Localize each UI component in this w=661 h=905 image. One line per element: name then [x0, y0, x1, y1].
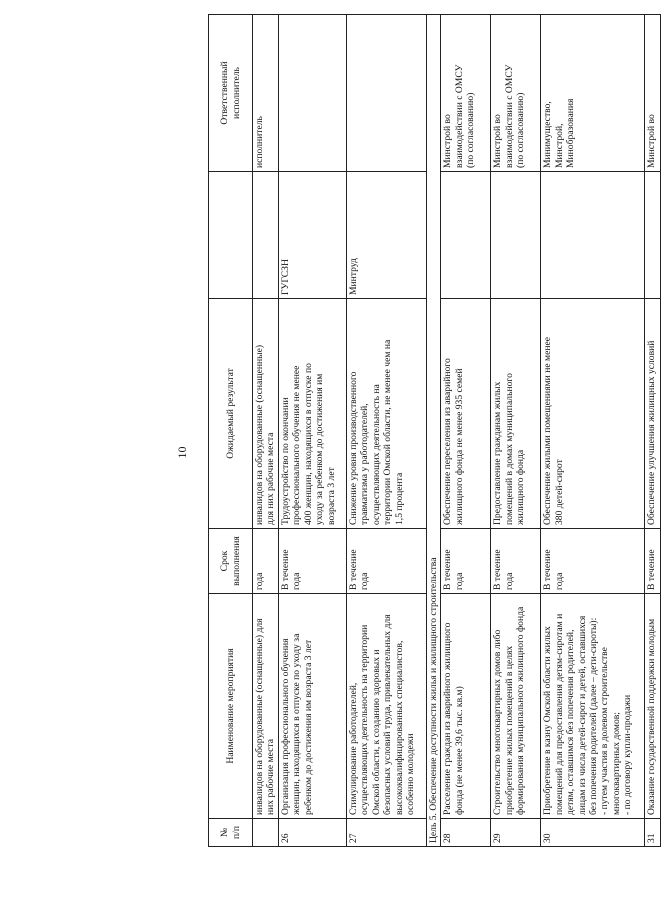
row-executor: [441, 172, 491, 299]
row-name: Стимулирование работодателей, осуществляющих деятельность на территории Омской области, к созданию здоровых и безопасных условий труда, привлекательных для высококвалифицированных специалистов, особенно молодежи: [347, 594, 427, 819]
row-num: 26: [279, 819, 347, 847]
measures-table: [208, 14, 661, 847]
row-extra: исполнитель: [253, 15, 279, 172]
row-num: 28: [441, 819, 491, 847]
row-result: Трудоустройство по окончании профессионального обучения не менее 400 женщин, находящихся в отпуске по уходу за ребенком до достижения им возраста 3 лет: [279, 299, 347, 529]
row-num: 29: [491, 819, 541, 847]
table-header-row: [209, 15, 253, 847]
row-result: Обеспечение жилыми помещениями не менее 380 детей-сирот: [541, 299, 645, 529]
row-num: 30: [541, 819, 645, 847]
row-extra: Минстрой во взаимодействии с ОМСУ (по согласованию): [441, 15, 491, 172]
header-result: Ожидаемый результат: [209, 299, 253, 529]
row-term: В течение года: [279, 529, 347, 594]
row-extra: Минстрой во взаимодействии с ОМСУ (по согласованию): [491, 15, 541, 172]
row-result: Снижение уровня производственного травматизма у работодателей, осуществляющих деятельность на территории Омской области, не менее чем на 1,5 процента: [347, 299, 427, 529]
table-row: [253, 15, 279, 847]
header-name: Наименование мероприятия: [209, 594, 253, 819]
header-num: № п/п: [209, 819, 253, 847]
table-row: [279, 15, 347, 847]
row-extra: [279, 15, 347, 172]
row-name: Организация профессионального обучения женщин, находящихся в отпуске по уходу за ребенком до достижения им возраста 3 лет: [279, 594, 347, 819]
row-term: В течение года: [347, 529, 427, 594]
row-name: Приобретение в казну Омской области жилых помещений для предоставления детям-сиротам и детям, оставшимся без попечения родителей, лицам из числа детей-сирот и детей, оставшихся без попечения родителей (далее – дети-сироты): - путем участия в долевом строительстве многоквартирных домов; - по договору купли-продажи: [541, 594, 645, 819]
row-name: Расселение граждан из аварийного жилищного фонда (не менее 39,6 тыс. кв.м): [441, 594, 491, 819]
page-number: 10: [175, 446, 189, 459]
header-empty: [209, 172, 253, 299]
row-extra: Минимущество, Минстрой, Минобразования: [541, 15, 645, 172]
row-name: Оказание государственной поддержки молодым: [645, 594, 661, 819]
row-num: 27: [347, 819, 427, 847]
row-term: года: [253, 529, 279, 594]
table-row: [347, 15, 427, 847]
row-term: В течение года: [441, 529, 491, 594]
row-term: В течение года: [541, 529, 645, 594]
row-executor: Минтруд: [347, 172, 427, 299]
row-name: инвалидов на оборудованные (оснащенные) для них рабочие места: [253, 594, 279, 819]
table-row: [541, 15, 645, 847]
row-num: 31: [645, 819, 661, 847]
row-term: В течение года: [491, 529, 541, 594]
row-executor: [541, 172, 645, 299]
row-result: Обеспечение улучшения жилищных условий: [645, 299, 661, 529]
table-row: [645, 15, 661, 847]
row-term: В течение: [645, 529, 661, 594]
row-name: Строительство многоквартирных домов либо приобретение жилых помещений в целях формирования муниципального жилищного фонда: [491, 594, 541, 819]
table-row: [441, 15, 491, 847]
goal-title: Цель 5. Обеспечение доступности жилья и жилищного строительства: [427, 15, 441, 847]
table-row: [491, 15, 541, 847]
row-executor: [253, 172, 279, 299]
row-result: инвалидов на оборудованные (оснащенные) для них рабочие места: [253, 299, 279, 529]
row-result: Предоставление гражданам жилых помещений в домах муниципального жилищного фонда: [491, 299, 541, 529]
row-executor: [645, 172, 661, 299]
row-extra: Минстрой во: [645, 15, 661, 172]
row-result: Обеспечение переселения из аварийного жилищного фонда не менее 935 семей: [441, 299, 491, 529]
row-num: [253, 819, 279, 847]
goal-row: [427, 15, 441, 847]
header-term: Срок выполнения: [209, 529, 253, 594]
row-executor: ГУГСЗН: [279, 172, 347, 299]
row-executor: [491, 172, 541, 299]
header-executor: Ответственный исполнитель: [209, 15, 253, 172]
row-extra: [347, 15, 427, 172]
